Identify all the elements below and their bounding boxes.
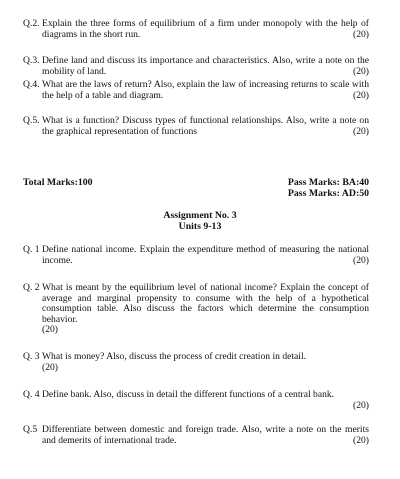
pass-marks-ad: Pass Marks: AD:50 [287,188,369,199]
question-q3 [23,56,369,77]
question-number: Q.4. [23,79,40,90]
assignment-units: Units 9-13 [178,220,222,232]
question-marks: (20) [353,399,369,411]
question-text: What is money? Also, discuss the process of credit creation in detail. [42,351,307,362]
question-marks: (20) [353,254,369,266]
total-marks: Total Marks:100 [23,177,93,188]
question-text-block [42,352,369,373]
question-text-block [42,425,369,446]
question-q2-b [23,283,369,336]
question-text: Explain the three forms of equilibrium of a firm under monopoly with the help of diagrams in the short run. [42,18,369,40]
question-text-block [42,80,369,101]
question-marks: (20) [42,361,58,373]
question-text-block [42,116,369,137]
question-text: What are the laws of return? Also, explain the law of increasing returns to scale with the help of a table and diagram. [42,79,369,101]
question-text: Define national income. Explain the expenditure method of measuring the national income. [42,244,369,266]
question-number: Q.3. [23,55,40,66]
question-number: Q. 1 [23,244,40,255]
question-marks: (20) [353,125,369,137]
assignment-title: Assignment No. 3 [163,210,237,221]
question-text: Differentiate between domestic and foreign trade. Also, write a note on the merits and demerits of international trade. [42,424,369,446]
question-marks: (20) [353,89,369,101]
question-number: Q. 2 [23,282,40,293]
question-marks: (20) [353,434,369,446]
question-text-block [42,245,369,266]
question-q1 [23,245,369,266]
question-text-block [42,19,369,40]
question-number: Q. 4 [23,389,40,400]
question-text-block [42,56,369,77]
question-text: Define bank. Also, discuss in detail the different functions of a central bank. [42,389,335,400]
question-number: Q.5 [23,424,38,435]
question-number: Q.5. [23,115,40,126]
question-q4 [23,80,369,101]
question-text: What is meant by the equilibrium level of national income? Explain the concept of average and marginal propensity to consume with the help of a hypothetical consumption table. Also discuss the factors which determine the consumption behavior. [42,282,369,325]
question-q3-b [23,352,369,373]
question-q5-b [23,425,369,446]
question-text-block [42,390,369,411]
question-text: Define land and discuss its importance and characteristics. Also, write a note on the mobility of land. [42,55,369,77]
question-q5 [23,116,369,137]
question-q2 [23,19,369,40]
pass-marks-ba: Pass Marks: BA:40 [287,177,369,188]
question-number: Q.2. [23,18,40,29]
question-q4-b [23,390,369,411]
question-marks: (20) [353,65,369,77]
question-number: Q. 3 [23,351,40,362]
assignment-heading [0,211,400,232]
question-marks: (20) [353,28,369,40]
question-marks: (20) [42,324,58,335]
pass-marks [288,177,369,199]
question-text-block [42,283,369,336]
question-text: What is a function? Discuss types of functional relationships. Also, write a note on the graphical representation of functions [42,115,369,137]
